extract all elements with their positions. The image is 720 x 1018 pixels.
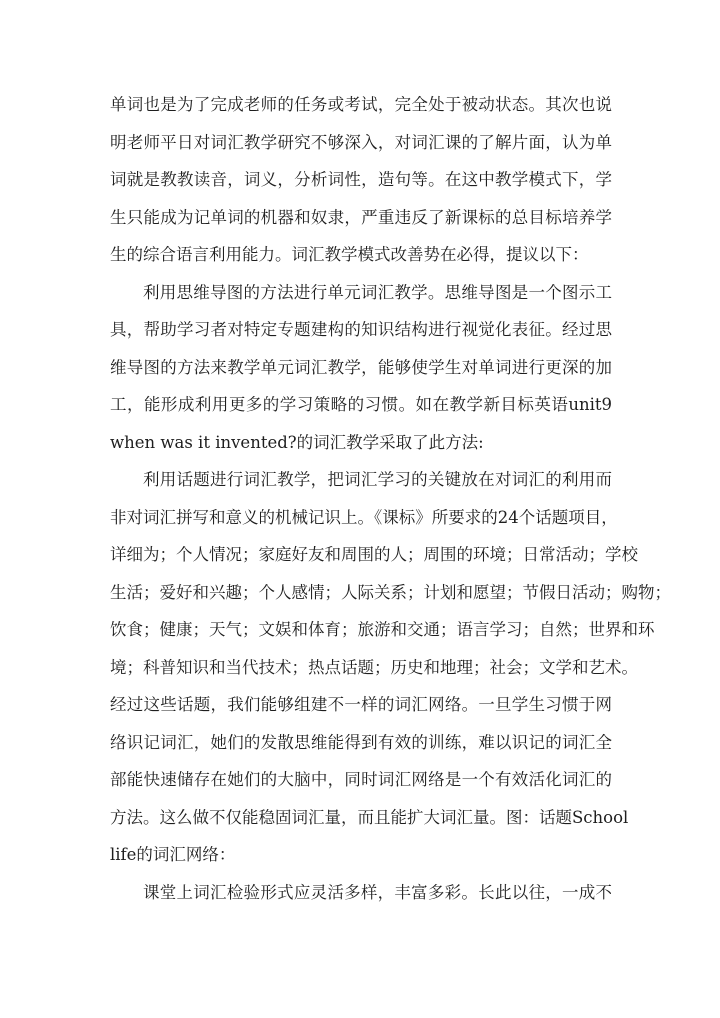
text-line: 利用话题进行词汇教学，把词汇学习的关键放在对词汇的利用而 [143,470,612,489]
text-line: when was it invented?的词汇教学采取了此方法: [110,432,484,452]
text-line: 非对词汇拼写和意义的机械记识上。《课标》所要求的24个话题项目， [110,507,618,527]
text-line: 具，帮助学习者对特定专题建构的知识结构进行视觉化表征。经过思 [110,320,612,339]
text-line: life的词汇网络： [110,845,236,864]
text-line: 生的综合语言利用能力。词汇教学模式改善势在必得，提议以下： [110,245,589,264]
paragraph-2 [110,274,612,462]
text-line: 生活；爱好和兴趣；个人感情；人际关系；计划和愿望；节假日活动；购物； [110,582,671,602]
text-line: 明老师平日对词汇教学研究不够深入，对词汇课的了解片面，认为单 [110,132,612,152]
text-line: 生只能成为记单词的机器和奴隶，严重违反了新课标的总目标培养学 [110,207,612,227]
text-line: 方法。这么做不仅能稳固词汇量，而且能扩大词汇量。图：话题School [110,807,629,827]
document-body [110,86,671,911]
text-line: 详细为；个人情况；家庭好友和周围的人；周围的环境；日常活动；学校 [110,545,638,564]
text-line: 饮食；健康；天气；文娱和体育；旅游和交通；语言学习；自然；世界和环 [110,620,655,639]
text-line: 工，能形成利用更多的学习策略的习惯。如在教学新目标英语unit9 [110,395,612,414]
paragraph-3 [110,461,671,874]
text-line: 经过这些话题，我们能够组建不一样的词汇网络。一旦学生习惯于网 [110,695,612,714]
text-line: 单词也是为了完成老师的任务或考试，完全处于被动状态。其次也说 [110,95,612,114]
paragraph-4 [110,874,612,912]
text-line: 课堂上词汇检验形式应灵活多样，丰富多彩。长此以往，一成不 [143,882,612,902]
text-line: 词就是教教读音，词义，分析词性，造句等。在这中教学模式下，学 [110,170,612,189]
paragraph-1 [110,86,612,274]
text-line: 部能快速储存在她们的大脑中，同时词汇网络是一个有效活化词汇的 [110,770,612,789]
text-line: 维导图的方法来教学单元词汇教学，能够使学生对单词进行更深的加 [110,357,612,377]
text-line: 境；科普知识和当代技术；热点话题；历史和地理；社会；文学和艺术。 [110,657,638,677]
text-line: 络识记词汇，她们的发散思维能得到有效的训练，难以识记的词汇全 [110,732,612,752]
text-line: 利用思维导图的方法进行单元词汇教学。思维导图是一个图示工 [143,282,612,302]
